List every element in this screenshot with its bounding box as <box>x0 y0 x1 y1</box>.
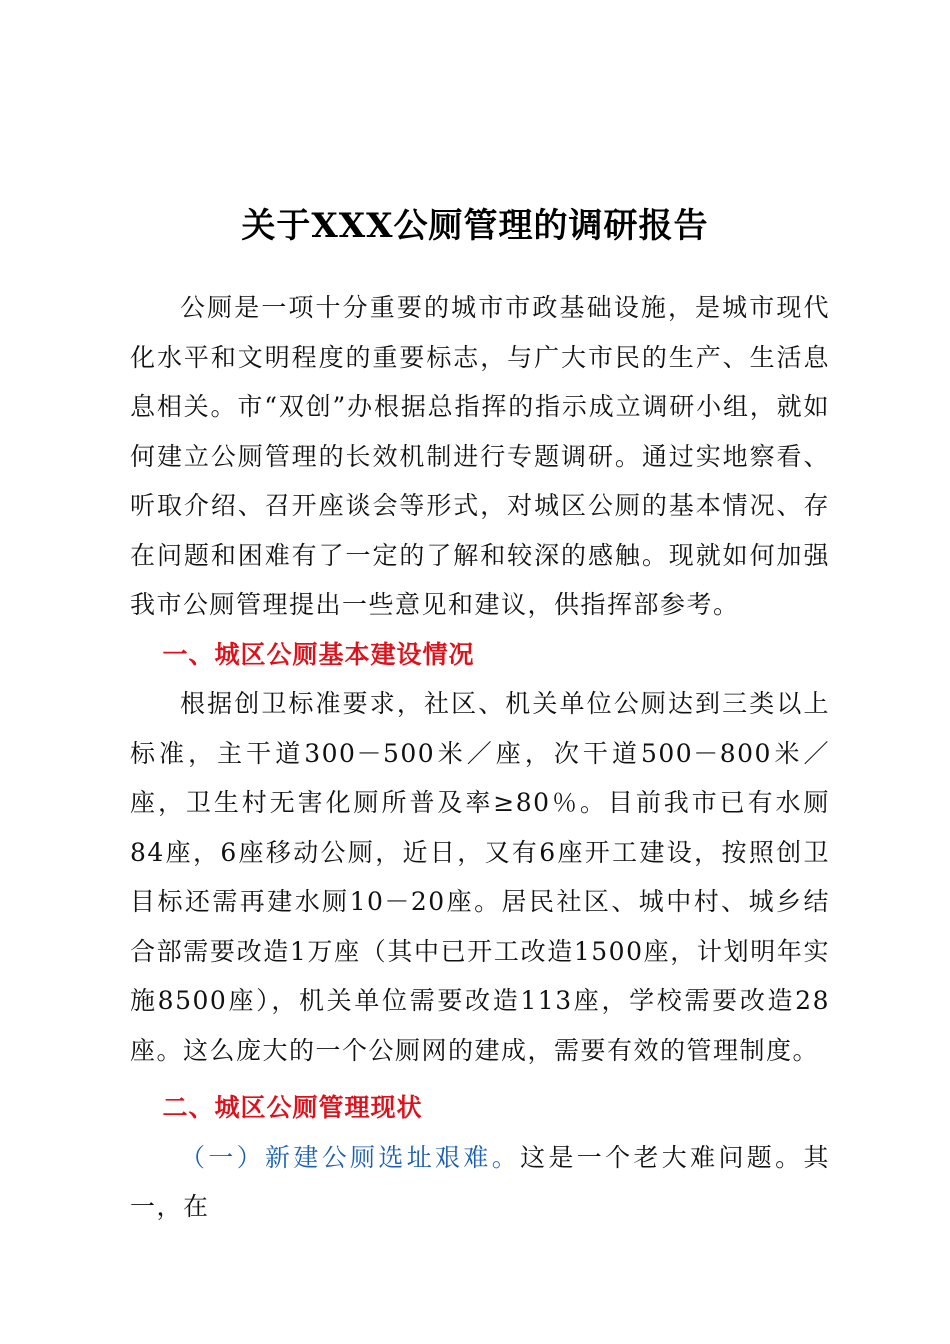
section-heading-1: 一、城区公厕基本建设情况 <box>162 639 475 669</box>
subsection-heading-1: （一）新建公厕选址艰难。 <box>180 1142 521 1172</box>
document-body <box>130 283 830 1232</box>
subsection-text-1: 这是一个老大难问题。其一，在 <box>130 1142 830 1221</box>
intro-paragraph: 公厕是一项十分重要的城市市政基础设施，是城市现代化水平和文明程度的重要标志，与广大市民的生产、生活息息相关。市“双创”办根据总指挥的指示成立调研小组，就如何建立公厕管理的长效机制进行专题调研。通过实地察看、听取介绍、召开座谈会等形式，对城区公厕的基本情况、存在问题和困难有了一定的了解和较深的感触。现就如何加强我市公厕管理提出一些意见和建议，供指挥部参考。 <box>130 293 830 619</box>
section-heading-2: 二、城区公厕管理现状 <box>162 1093 423 1122</box>
section-paragraph-2 <box>130 1133 830 1232</box>
section-paragraph-1: 根据创卫标准要求，社区、机关单位公厕达到三类以上标准，主干道300－500米／座，次干道500－800米／座，卫生村无害化厕所普及率≥80％。目前我市已有水厕84座，6座移动公厕，近日，又有6座开工建设，按照创卫目标还需再建水厕10－20座。居民社区、城中村、城乡结合部需要改造1万座（其中已开工改造1500座，计划明年实施8500座），机关单位需要改造113座，学校需要改造28座。这么庞大的一个公厕网的建成，需要有效的管理制度。 <box>130 689 830 1065</box>
document-title: 关于XXX公厕管理的调研报告 <box>241 206 709 246</box>
